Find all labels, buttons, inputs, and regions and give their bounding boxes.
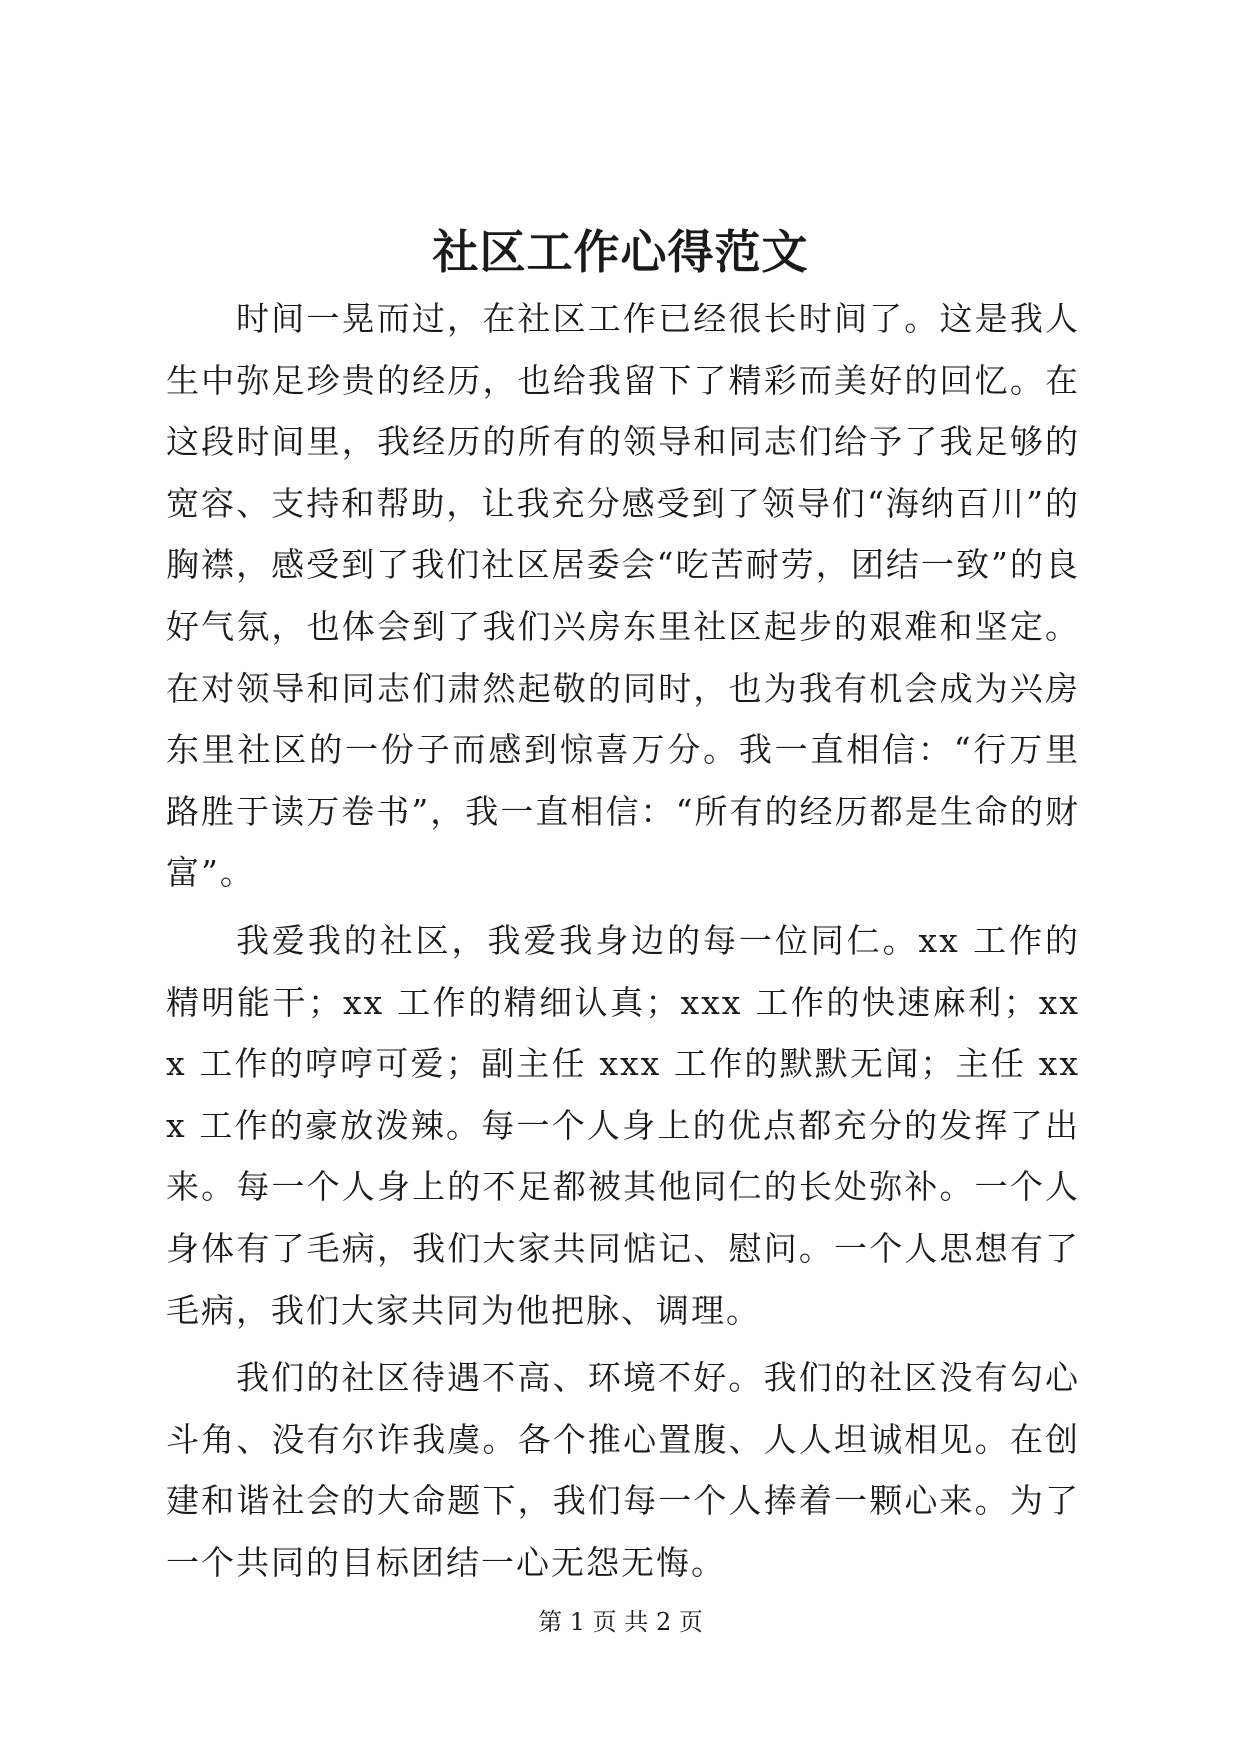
- paragraph-2: 我爱我的社区，我爱我身边的每一位同仁。xx 工作的精明能干；xx 工作的精细认真；xxx 工作的快速麻利；xxx 工作的哼哼可爱；副主任 xxx 工作的默默无闻；主任 xxx 工作的豪放泼辣。每一个人身上的优点都充分的发挥了出来。每一个人身上的不足都被其他同仁的长处弥补。一个人身体有了毛病，我们大家共同惦记、慰问。一个人思想有了毛病，我们大家共同为他把脉、调理。: [166, 920, 1080, 1330]
- paragraph-3: 我们的社区待遇不高、环境不好。我们的社区没有勾心斗角、没有尔诈我虞。各个推心置腹、人人坦诚相见。在创建和谐社会的大命题下，我们每一个人捧着一颗心来。为了一个共同的目标团结一心无怨无悔。: [166, 1358, 1080, 1582]
- document-title: 社区工作心得范文: [432, 225, 809, 279]
- page-number-footer: 第 1 页 共 2 页: [538, 1608, 703, 1636]
- document-body: [166, 288, 1080, 1593]
- paragraph-1: 时间一晃而过，在社区工作已经很长时间了。这是我人生中弥足珍贵的经历，也给我留下了精彩而美好的回忆。在这段时间里，我经历的所有的领导和同志们给予了我足够的宽容、支持和帮助，让我充分感受到了领导们“海纳百川”的胸襟，感受到了我们社区居委会“吃苦耐劳，团结一致”的良好气氛，也体会到了我们兴房东里社区起步的艰难和坚定。在对领导和同志们肃然起敬的同时，也为我有机会成为兴房东里社区的一份子而感到惊喜万分。我一直相信：“行万里路胜于读万卷书”，我一直相信：“所有的经历都是生命的财富”。: [166, 299, 1080, 893]
